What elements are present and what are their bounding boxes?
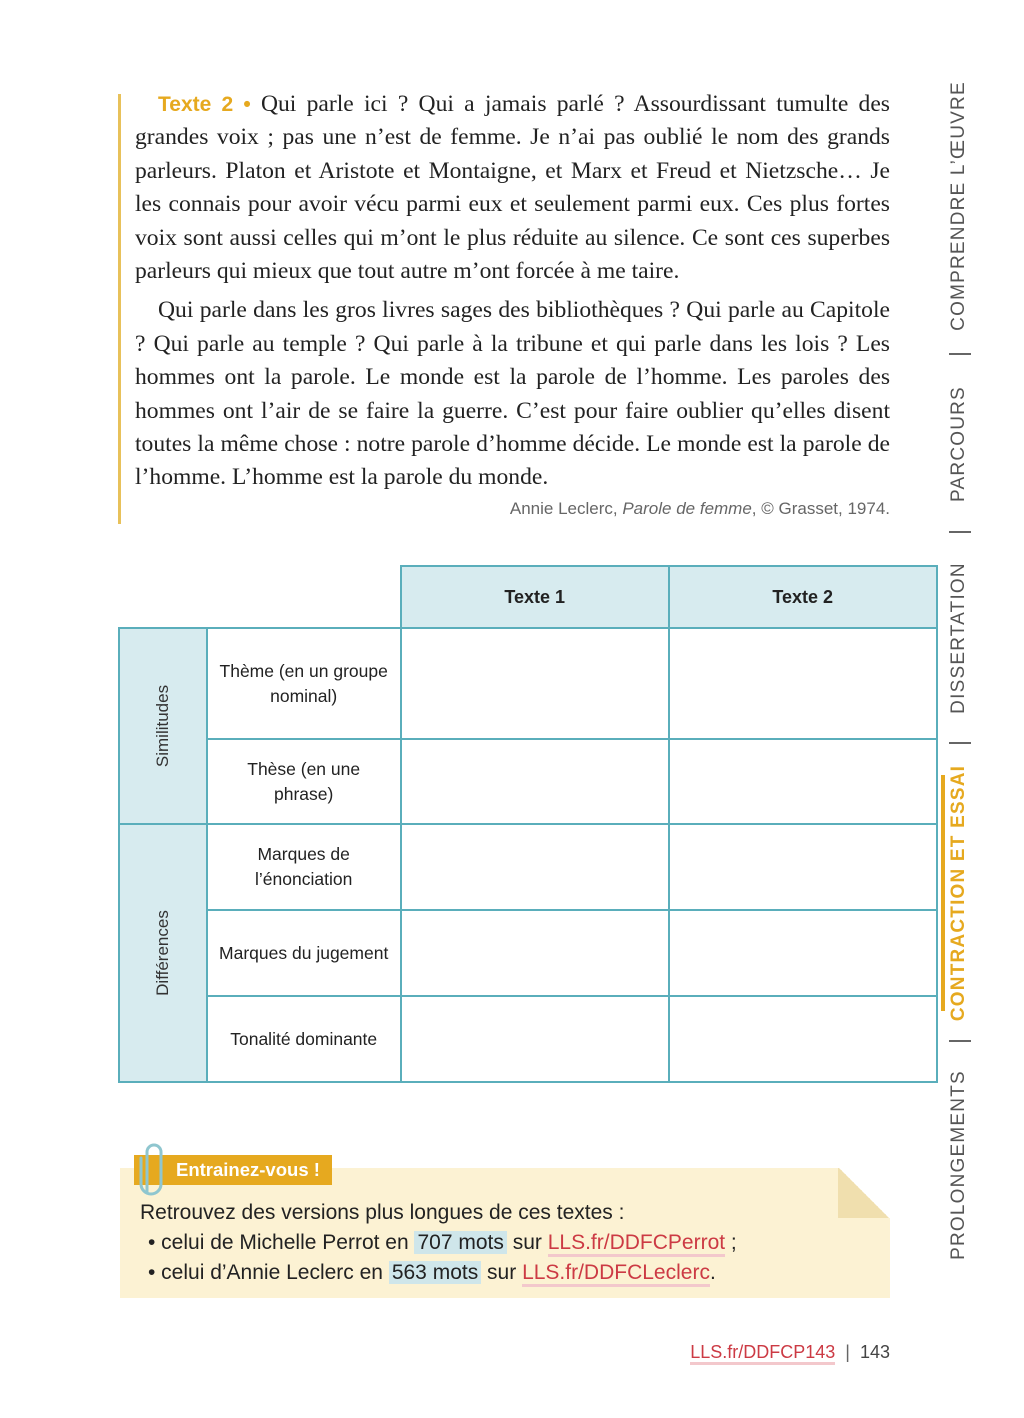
group-differences-label: Différences xyxy=(152,910,172,996)
group-similitudes xyxy=(119,628,207,824)
tab-contraction-essai[interactable]: CONTRACTION ET ESSAI xyxy=(948,764,969,1022)
table-corner xyxy=(119,566,401,628)
text2-label: Texte 2 • xyxy=(158,93,251,116)
passage-paragraph-2: Qui parle dans les gros livres sages des bibliothèques ? Qui parle au Capitole ? Qui parle au temple ? Qui parle à la tribune et qui parle dans les lois ? Les hommes ont la parole. Le monde est la parole de l’homme. Les paroles des hommes ont l’air de se faire la guerre. C’est pour faire oublier qu’elles disent toutes la même chose : notre parole d’homme décide. Le monde est la parole de l’homme. L’homme est la parole du monde. xyxy=(135,297,890,491)
practice-intro: Retrouvez des versions plus longues de ces textes : xyxy=(140,1201,625,1224)
word-count-badge: 563 mots xyxy=(389,1261,481,1284)
table-cell[interactable] xyxy=(669,910,937,996)
row-label-tonalite: Tonalité dominante xyxy=(207,996,401,1082)
tab-separator xyxy=(949,531,971,533)
paragraph-1-text: Qui parle ici ? Qui a jamais parlé ? Assourdissant tumulte des grandes voix ; pas une n’est de femme. Je n’ai pas oublié le nom des grands parleurs. Platon et Aristote et Montaigne, et Marx et Freud et Nietzsche… Je les connais pour avoir vécu parmi eux et seulement parmi eux. Ces plus fortes voix sont aussi celles qui m’ont le plus réduite au silence. Ce sont ces superbes parleurs qui mieux que tout autre m’ont forcée à me taire. xyxy=(135,91,890,285)
footer-link[interactable]: LLS.fr/DDFCP143 xyxy=(690,1342,835,1365)
table-row xyxy=(119,996,937,1082)
word-count-badge: 707 mots xyxy=(414,1231,506,1254)
practice-item-leclerc xyxy=(140,1258,737,1288)
item-text: ; xyxy=(725,1231,737,1254)
group-differences xyxy=(119,824,207,1082)
table-row xyxy=(119,824,937,910)
item-text: sur xyxy=(481,1261,523,1284)
row-label-theme: Thème (en un groupe nominal) xyxy=(207,628,401,739)
item-text: • celui d’Annie Leclerc en xyxy=(148,1261,389,1284)
citation-author: Annie Leclerc, xyxy=(509,498,623,518)
page-footer xyxy=(690,1342,890,1363)
tab-separator xyxy=(949,353,971,355)
tab-separator xyxy=(949,742,971,744)
table-row xyxy=(119,910,937,996)
perrot-link[interactable]: LLS.fr/DDFCPerrot xyxy=(548,1231,725,1257)
practice-item-perrot xyxy=(140,1228,737,1258)
practice-tag: Entrainez-vous ! xyxy=(134,1155,332,1185)
tab-prolongements[interactable]: PROLONGEMENTS xyxy=(948,1070,969,1260)
item-text: sur xyxy=(506,1231,548,1254)
row-label-these: Thèse (en une phrase) xyxy=(207,739,401,824)
page-number: 143 xyxy=(859,1342,890,1362)
table-cell[interactable] xyxy=(401,739,669,824)
passage-margin-bar xyxy=(118,94,121,524)
paperclip-icon xyxy=(136,1138,166,1200)
practice-box xyxy=(120,1159,890,1298)
tab-parcours[interactable]: PARCOURS xyxy=(948,386,969,502)
table-header-row xyxy=(119,566,937,628)
group-similitudes-label: Similitudes xyxy=(152,684,172,768)
passage-paragraph-1 xyxy=(135,88,890,288)
footer-separator: | xyxy=(845,1342,850,1362)
row-label-enonciation: Marques de l’énonciation xyxy=(207,824,401,910)
table-cell[interactable] xyxy=(401,996,669,1082)
table-cell[interactable] xyxy=(669,628,937,739)
citation xyxy=(118,499,890,519)
table-row xyxy=(119,628,937,739)
comparison-table xyxy=(118,565,938,1083)
table-cell[interactable] xyxy=(401,910,669,996)
table-cell[interactable] xyxy=(669,824,937,910)
table-row xyxy=(119,739,937,824)
tab-comprendre-oeuvre[interactable]: COMPRENDRE L’ŒUVRE xyxy=(948,81,969,331)
practice-text xyxy=(140,1198,737,1288)
citation-rest: , © Grasset, 1974. xyxy=(751,498,890,518)
table-cell[interactable] xyxy=(669,739,937,824)
tab-separator xyxy=(949,1040,971,1042)
tab-dissertation[interactable]: DISSERTATION xyxy=(948,562,969,714)
table-cell[interactable] xyxy=(669,996,937,1082)
active-tab-indicator xyxy=(941,775,945,1011)
citation-title: Parole de femme xyxy=(622,498,752,518)
row-label-jugement: Marques du jugement xyxy=(207,910,401,996)
table-cell[interactable] xyxy=(401,824,669,910)
text2-passage xyxy=(118,88,890,519)
leclerc-link[interactable]: LLS.fr/DDFCLeclerc xyxy=(522,1261,710,1287)
column-header-texte-1: Texte 1 xyxy=(401,566,669,628)
table-cell[interactable] xyxy=(401,628,669,739)
column-header-texte-2: Texte 2 xyxy=(669,566,937,628)
page-fold-corner xyxy=(838,1168,890,1218)
item-text: . xyxy=(709,1261,716,1284)
item-text: • celui de Michelle Perrot en xyxy=(148,1231,415,1254)
